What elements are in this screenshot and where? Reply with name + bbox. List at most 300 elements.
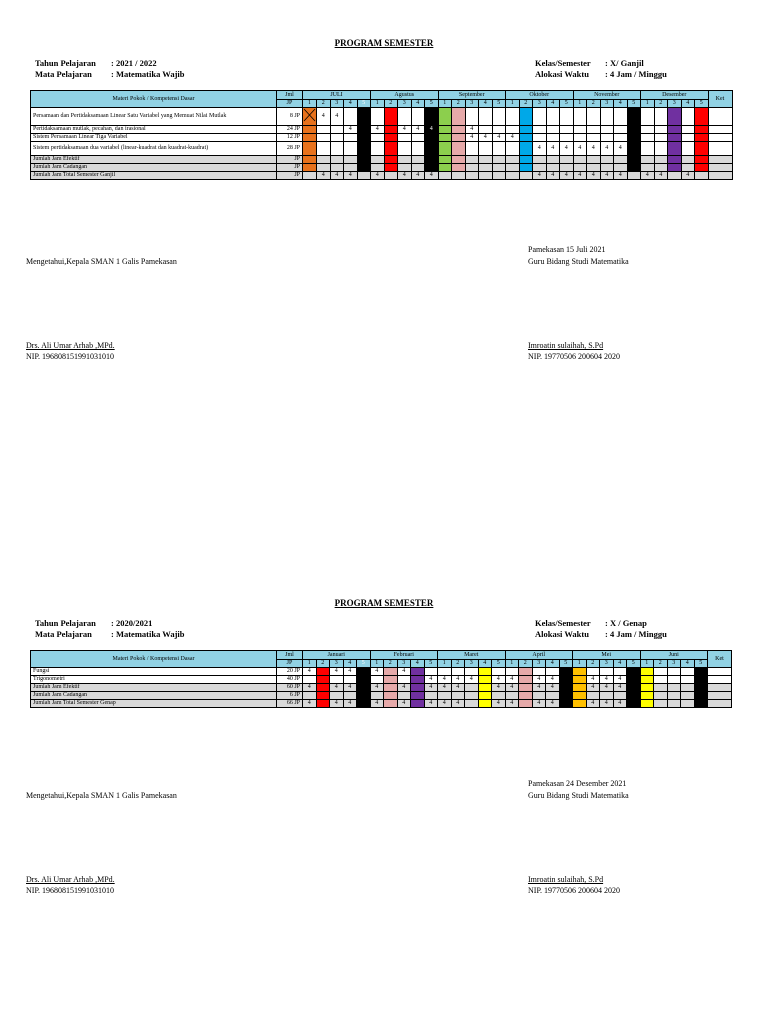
week-cell: 4 <box>424 684 438 692</box>
week-cell <box>506 164 520 172</box>
header-week: 1 <box>641 100 655 108</box>
left-sign-title: Mengetahui,Kepala SMAN 1 Galis Pamekasan <box>26 257 177 266</box>
week-cell <box>519 172 533 180</box>
week-cell <box>573 164 587 172</box>
week-cell <box>627 164 641 172</box>
week-cell <box>370 692 384 700</box>
week-cell <box>303 676 317 684</box>
header-week: 3 <box>330 100 344 108</box>
week-cell: 4 <box>425 126 439 134</box>
header-week: 3 <box>533 100 547 108</box>
week-cell <box>438 126 452 134</box>
week-cell <box>694 684 708 692</box>
week-cell <box>681 700 695 708</box>
week-cell <box>681 692 695 700</box>
header-week: 1 <box>438 100 452 108</box>
week-cell <box>560 134 574 142</box>
header-week: 4 <box>411 100 425 108</box>
header-month: Januari <box>303 651 371 660</box>
page-title-ganjil: PROGRAM SEMESTER <box>334 38 434 48</box>
ket-cell <box>708 700 732 708</box>
header-week: 1 <box>640 660 654 668</box>
week-cell <box>492 126 506 134</box>
header-week: 5 <box>559 660 573 668</box>
week-cell <box>640 692 654 700</box>
week-cell <box>451 668 465 676</box>
week-cell: 4 <box>370 700 384 708</box>
table-row <box>31 668 732 676</box>
ket-cell <box>708 156 732 164</box>
materi-cell: Jumlah Jam Total Semester Genap <box>31 700 277 708</box>
week-cell: 4 <box>492 700 506 708</box>
week-cell: 4 <box>586 684 600 692</box>
table-row <box>31 134 733 142</box>
week-cell: 4 <box>560 172 574 180</box>
week-cell: 4 <box>424 676 438 684</box>
jp-cell: 24 JP <box>277 126 303 134</box>
week-cell <box>668 164 682 172</box>
header-week: 2 <box>519 660 533 668</box>
week-cell <box>573 668 587 676</box>
materi-cell: Jumlah Jam Total Semester Ganjil <box>31 172 277 180</box>
week-cell <box>465 108 479 126</box>
week-cell <box>357 692 371 700</box>
week-cell <box>303 142 317 156</box>
week-cell <box>452 172 466 180</box>
week-cell <box>357 668 371 676</box>
week-cell <box>587 126 601 134</box>
week-cell: 4 <box>546 676 560 684</box>
week-cell <box>397 676 411 684</box>
header-week: 5 <box>357 660 371 668</box>
week-cell: 4 <box>546 684 560 692</box>
week-cell <box>344 142 358 156</box>
week-cell <box>627 172 641 180</box>
week-cell <box>614 156 628 164</box>
header-week: 1 <box>505 660 519 668</box>
week-cell <box>694 668 708 676</box>
table-row <box>31 692 732 700</box>
week-cell <box>546 692 560 700</box>
week-cell <box>303 156 317 164</box>
week-cell <box>600 692 614 700</box>
week-cell <box>627 126 641 134</box>
week-cell <box>411 156 425 164</box>
week-cell <box>492 164 506 172</box>
week-cell <box>654 164 668 172</box>
week-cell: 4 <box>546 172 560 180</box>
week-cell: 4 <box>343 684 357 692</box>
week-cell <box>695 164 709 172</box>
week-cell: 4 <box>600 684 614 692</box>
week-cell <box>587 108 601 126</box>
week-cell: 4 <box>371 172 385 180</box>
week-cell: 4 <box>397 684 411 692</box>
week-cell <box>546 134 560 142</box>
week-cell <box>667 700 681 708</box>
week-cell <box>344 108 358 126</box>
week-cell <box>533 134 547 142</box>
cross-icon <box>303 108 316 122</box>
week-cell <box>627 108 641 126</box>
week-cell <box>668 156 682 164</box>
week-cell <box>641 108 655 126</box>
table-row <box>31 108 733 126</box>
week-cell <box>586 692 600 700</box>
week-cell <box>411 676 425 684</box>
week-cell: 4 <box>330 668 344 676</box>
week-cell <box>533 156 547 164</box>
week-cell <box>492 108 506 126</box>
ket-cell <box>708 164 732 172</box>
week-cell <box>371 164 385 172</box>
table-row <box>31 684 732 692</box>
week-cell: 4 <box>317 108 331 126</box>
week-cell: 4 <box>505 684 519 692</box>
header-month: Mei <box>573 651 641 660</box>
header-month: Agustus <box>371 91 439 100</box>
week-cell <box>694 676 708 684</box>
headmaster-name: Drs. Ali Umar Arhab ,MPd. <box>26 875 115 884</box>
week-cell <box>316 676 330 684</box>
week-cell <box>695 108 709 126</box>
teacher-name: Imroatin sulaihah, S.Pd <box>528 341 604 350</box>
header-week: 1 <box>506 100 520 108</box>
week-cell <box>303 134 317 142</box>
header-month: Maret <box>438 651 506 660</box>
header-week: 5 <box>492 100 506 108</box>
week-cell <box>681 126 695 134</box>
week-cell <box>627 692 641 700</box>
page-title-genap: PROGRAM SEMESTER <box>334 598 434 608</box>
week-cell: 4 <box>492 684 506 692</box>
week-cell: 4 <box>654 172 668 180</box>
week-cell <box>316 700 330 708</box>
header-week: 3 <box>330 660 344 668</box>
week-cell <box>613 668 627 676</box>
header-week: 5 <box>560 100 574 108</box>
week-cell <box>559 684 573 692</box>
week-cell <box>438 134 452 142</box>
week-cell <box>640 684 654 692</box>
week-cell <box>573 108 587 126</box>
week-cell: 4 <box>398 172 412 180</box>
header-month: September <box>438 91 506 100</box>
week-cell <box>357 172 371 180</box>
week-cell <box>587 164 601 172</box>
week-cell <box>357 164 371 172</box>
left-sign-title: Mengetahui,Kepala SMAN 1 Galis Pamekasan <box>26 791 177 800</box>
week-cell: 4 <box>425 172 439 180</box>
ket-cell <box>708 142 732 156</box>
ket-cell <box>708 172 732 180</box>
week-cell <box>641 126 655 134</box>
week-cell: 4 <box>573 172 587 180</box>
week-cell <box>344 164 358 172</box>
header-week: 2 <box>654 100 668 108</box>
week-cell <box>546 668 560 676</box>
header-week: 5 <box>425 100 439 108</box>
week-cell <box>478 684 492 692</box>
header-materi: Materi Pokok / Kompetensi Dasar <box>31 91 277 108</box>
header-week: 2 <box>587 100 601 108</box>
header-week: 5 <box>627 100 641 108</box>
week-cell <box>357 126 371 134</box>
week-cell <box>532 668 546 676</box>
week-cell <box>559 692 573 700</box>
jp-cell: 6 JP <box>277 692 303 700</box>
header-week: 3 <box>465 660 479 668</box>
week-cell <box>587 156 601 164</box>
week-cell <box>425 134 439 142</box>
ket-cell <box>708 108 732 126</box>
week-cell <box>357 134 371 142</box>
teacher-nip: NIP. 19770506 200604 2020 <box>528 886 621 895</box>
week-cell: 4 <box>586 700 600 708</box>
header-week: 3 <box>465 100 479 108</box>
week-cell <box>667 668 681 676</box>
header-month: Februari <box>370 651 438 660</box>
week-cell <box>506 156 520 164</box>
week-cell: 4 <box>343 700 357 708</box>
week-cell <box>668 142 682 156</box>
week-cell <box>317 164 331 172</box>
headmaster-name: Drs. Ali Umar Arhab ,MPd. <box>26 341 115 350</box>
week-cell: 4 <box>560 142 574 156</box>
cross-mark-cell <box>303 108 317 126</box>
week-cell <box>384 692 398 700</box>
week-cell <box>478 700 492 708</box>
week-cell <box>330 164 344 172</box>
week-cell <box>384 668 398 676</box>
week-cell: 4 <box>438 676 452 684</box>
week-cell <box>330 692 344 700</box>
week-cell <box>398 108 412 126</box>
week-cell: 4 <box>600 172 614 180</box>
week-cell <box>384 700 398 708</box>
week-cell <box>411 668 425 676</box>
header-month: Juni <box>640 651 708 660</box>
week-cell <box>452 134 466 142</box>
week-cell: 4 <box>532 684 546 692</box>
header-jml: Jml <box>277 651 303 660</box>
alokasi-waktu: Alokasi Waktu : 4 Jam / Minggu <box>535 629 667 639</box>
week-cell <box>330 156 344 164</box>
week-cell: 4 <box>330 108 344 126</box>
week-cell <box>452 142 466 156</box>
week-cell <box>370 676 384 684</box>
headmaster-nip: NIP. 196808151991031010 <box>26 352 115 361</box>
week-cell <box>654 676 668 684</box>
materi-cell: Pertidaksamaan mutlak, pecahan, dan irasional <box>31 126 277 134</box>
week-cell: 4 <box>533 172 547 180</box>
week-cell: 4 <box>573 142 587 156</box>
week-cell: 4 <box>303 684 317 692</box>
week-cell: 4 <box>370 684 384 692</box>
week-cell <box>303 164 317 172</box>
alokasi-waktu: Alokasi Waktu : 4 Jam / Minggu <box>535 69 667 79</box>
week-cell <box>519 108 533 126</box>
week-cell <box>384 164 398 172</box>
header-week: 4 <box>681 660 695 668</box>
week-cell <box>492 142 506 156</box>
header-week: 2 <box>384 100 398 108</box>
header-materi: Materi Pokok / Kompetensi Dasar <box>31 651 277 668</box>
header-ket: Ket <box>708 91 732 108</box>
week-cell <box>668 108 682 126</box>
week-cell <box>573 134 587 142</box>
week-cell <box>303 692 317 700</box>
header-week: 2 <box>586 660 600 668</box>
week-cell <box>343 676 357 684</box>
week-cell <box>371 156 385 164</box>
week-cell <box>600 668 614 676</box>
materi-cell: Sistem pertidaksamaan dua variabel (linear-kuadrat dan kuadrat-kuadrat) <box>31 142 277 156</box>
week-cell: 4 <box>330 172 344 180</box>
tahun-pelajaran: Tahun Pelajaran : 2020/2021 <box>35 618 153 628</box>
week-cell <box>398 164 412 172</box>
week-cell <box>640 676 654 684</box>
week-cell <box>316 684 330 692</box>
header-week: 1 <box>371 100 385 108</box>
mata-pelajaran: Mata Pelajaran : Matematika Wajib <box>35 69 185 79</box>
week-cell <box>614 134 628 142</box>
week-cell <box>681 142 695 156</box>
ket-cell <box>708 692 732 700</box>
week-cell <box>573 126 587 134</box>
header-month: April <box>505 651 573 660</box>
header-week: 2 <box>384 660 398 668</box>
header-week: 4 <box>546 100 560 108</box>
week-cell <box>519 126 533 134</box>
jp-cell: JP <box>277 172 303 180</box>
week-cell: 4 <box>532 700 546 708</box>
week-cell <box>411 134 425 142</box>
week-cell <box>695 156 709 164</box>
week-cell <box>641 134 655 142</box>
week-cell: 4 <box>613 700 627 708</box>
week-cell <box>600 164 614 172</box>
week-cell <box>695 134 709 142</box>
week-cell <box>384 134 398 142</box>
header-week: 5 <box>627 660 641 668</box>
week-cell: 4 <box>600 700 614 708</box>
week-cell <box>668 134 682 142</box>
week-cell <box>506 126 520 134</box>
week-cell <box>424 668 438 676</box>
week-cell <box>681 684 695 692</box>
week-cell <box>600 108 614 126</box>
week-cell <box>344 156 358 164</box>
week-cell <box>600 156 614 164</box>
materi-cell: Sistem Persamaan Linear Tiga Variabel <box>31 134 277 142</box>
jp-cell: JP <box>277 156 303 164</box>
materi-cell: Jumlah Jam Cadangan <box>31 164 277 172</box>
week-cell <box>640 700 654 708</box>
week-cell <box>465 172 479 180</box>
week-cell <box>519 668 533 676</box>
week-cell <box>654 108 668 126</box>
week-cell <box>479 172 493 180</box>
week-cell <box>641 142 655 156</box>
week-cell <box>411 164 425 172</box>
week-cell <box>425 142 439 156</box>
week-cell: 4 <box>451 700 465 708</box>
week-cell <box>654 692 668 700</box>
header-month: Desember <box>641 91 709 100</box>
week-cell: 4 <box>343 668 357 676</box>
week-cell <box>505 692 519 700</box>
week-cell <box>627 676 641 684</box>
week-cell: 4 <box>641 172 655 180</box>
week-cell <box>357 676 371 684</box>
week-cell: 4 <box>330 684 344 692</box>
header-week: 4 <box>614 100 628 108</box>
jp-cell: JP <box>277 164 303 172</box>
week-cell <box>411 108 425 126</box>
week-cell <box>465 164 479 172</box>
week-cell <box>546 108 560 126</box>
week-cell <box>694 692 708 700</box>
week-cell: 4 <box>465 134 479 142</box>
week-cell: 4 <box>344 172 358 180</box>
week-cell <box>519 700 533 708</box>
week-cell: 4 <box>370 668 384 676</box>
week-cell <box>627 684 641 692</box>
week-cell <box>384 172 398 180</box>
week-cell <box>546 164 560 172</box>
week-cell <box>654 668 668 676</box>
ket-cell <box>708 134 732 142</box>
week-cell: 4 <box>600 142 614 156</box>
week-cell: 4 <box>411 172 425 180</box>
week-cell: 4 <box>317 172 331 180</box>
week-cell <box>398 156 412 164</box>
header-week: 1 <box>303 100 317 108</box>
week-cell <box>694 700 708 708</box>
week-cell <box>344 134 358 142</box>
week-cell <box>614 164 628 172</box>
week-cell <box>559 700 573 708</box>
teacher-nip: NIP. 19770506 200604 2020 <box>528 352 621 361</box>
week-cell: 4 <box>614 172 628 180</box>
jp-cell: 12 JP <box>277 134 303 142</box>
header-week: 3 <box>668 100 682 108</box>
header-week: 4 <box>681 100 695 108</box>
week-cell <box>452 156 466 164</box>
week-cell: 4 <box>505 700 519 708</box>
week-cell <box>411 142 425 156</box>
week-cell <box>573 700 587 708</box>
header-week: 1 <box>438 660 452 668</box>
week-cell <box>465 700 479 708</box>
week-cell <box>398 142 412 156</box>
week-cell <box>532 692 546 700</box>
week-cell <box>357 108 371 126</box>
header-month: JULI <box>303 91 371 100</box>
week-cell <box>398 134 412 142</box>
week-cell <box>559 668 573 676</box>
week-cell <box>560 126 574 134</box>
week-cell <box>560 108 574 126</box>
headmaster-nip: NIP. 196808151991031010 <box>26 886 115 895</box>
ket-cell <box>708 668 732 676</box>
week-cell: 4 <box>424 700 438 708</box>
week-cell: 4 <box>411 126 425 134</box>
week-cell: 4 <box>533 142 547 156</box>
header-week: 4 <box>479 100 493 108</box>
week-cell <box>600 126 614 134</box>
